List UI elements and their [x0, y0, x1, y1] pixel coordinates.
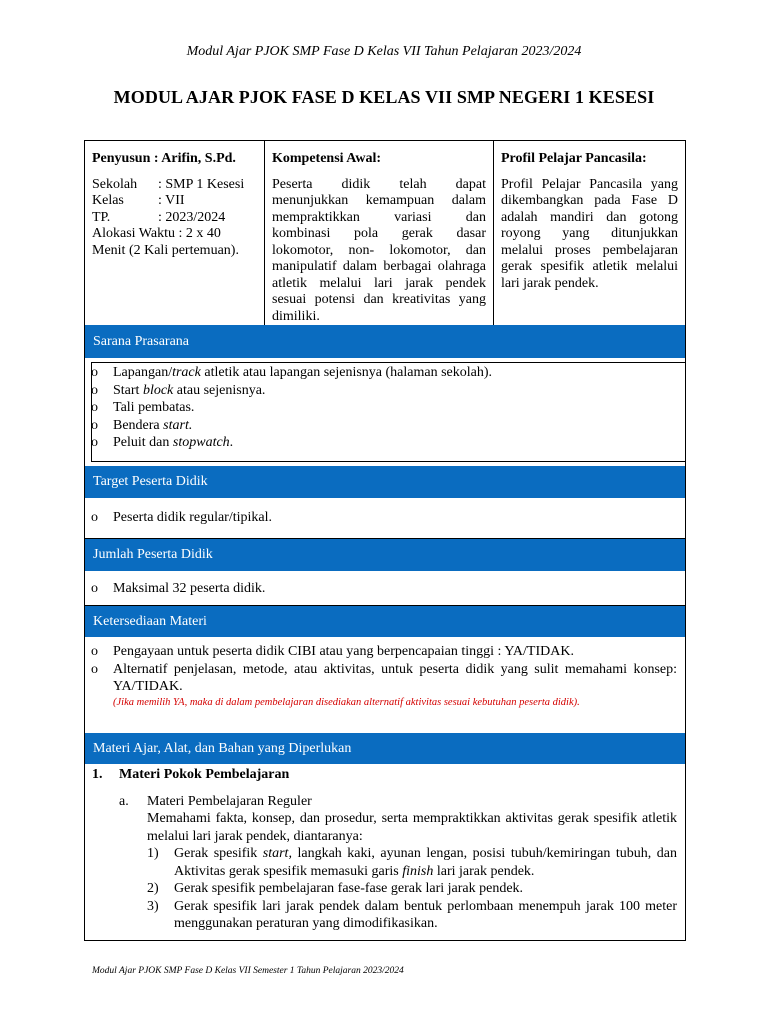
note-row	[85, 696, 685, 709]
module-table	[84, 140, 686, 941]
list-item: o Start block atau sejenisnya.	[91, 382, 266, 398]
profil-cell	[494, 141, 685, 325]
field-alokasi: Alokasi Waktu : 2 x 40 Menit (2 Kali pertemuan).	[92, 226, 239, 258]
materi-subheading: a. Materi Pembelajaran Reguler	[119, 793, 312, 809]
ketersediaan-content	[85, 637, 685, 733]
materi-heading: 1. Materi Pokok Pembelajaran	[92, 767, 290, 782]
list-item: o Alternatif penjelasan, metode, atau aktivitas, untuk peserta didik yang sulit memahami konsep: YA/TIDAK.	[91, 661, 677, 694]
sarana-content	[85, 358, 685, 466]
materi-content	[85, 764, 685, 940]
document-title: MODUL AJAR PJOK FASE D KELAS VII SMP NEGERI 1 KESESI	[113, 87, 655, 107]
field-kelas: Kelas : VII	[92, 193, 185, 208]
list-item: 3) Gerak spesifik lari jarak pendek dalam bentuk perlombaan menempuh jarak 100 meter menggunakan peraturan yang dimodifikasikan.	[147, 898, 677, 931]
author-label: Penyusun : Arifin, S.Pd.	[92, 151, 236, 166]
list-item: o Lapangan/track atletik atau lapangan sejenisnya (halaman sekolah).	[91, 365, 493, 380]
running-footer: Modul Ajar PJOK SMP Fase D Kelas VII Semester 1 Tahun Pelajaran 2023/2024	[92, 966, 404, 976]
section-header-materi: Materi Ajar, Alat, dan Bahan yang Diperlukan	[85, 733, 685, 764]
info-row	[85, 141, 685, 325]
list-item: o Maksimal 32 peserta didik.	[91, 581, 266, 596]
red-note: (Jika memilih YA, maka di dalam pembelajaran disediakan alternatif aktivitas sesuai kebutuhan peserta didik).	[113, 696, 580, 708]
running-header: Modul Ajar PJOK SMP Fase D Kelas VII Tahun Pelajaran 2023/2024	[186, 44, 582, 59]
profil-text: Profil Pelajar Pancasila yang dikembangkan pada Fase D adalah mandiri dan gotong royong yang ditunjukkan melalui proses pembelajaran gerak spesifik atletik melalui lari jarak pendek.	[501, 176, 678, 291]
kompetensi-text: Peserta didik telah dapat menunjukkan kemampuan dalam mempraktikkan variasi dan kombinasi pola gerak dasar lokomotor, non- lokomotor, dan manipulatif dalam berbagai olahraga atletik melalui lari jarak pendek sesuai potensi dan kreativitas yang dimiliki.	[272, 176, 486, 324]
list-item: o Peserta didik regular/tipikal.	[91, 510, 273, 525]
list-item: o Pengayaan untuk peserta didik CIBI atau yang berpencapaian tinggi : YA/TIDAK.	[91, 644, 574, 659]
list-item: 1) Gerak spesifik start, langkah kaki, ayunan lengan, posisi tubuh/kemiringan tubuh, dan Aktivitas gerak spesifik memasuki garis finish lari jarak pendek.	[147, 846, 677, 879]
author-cell	[85, 141, 265, 325]
materi-intro: Memahami fakta, konsep, dan prosedur, serta mempraktikkan aktivitas gerak spesifik atletik melalui lari jarak pendek, diantaranya:	[147, 811, 677, 844]
field-sekolah: Sekolah : SMP 1 Kesesi	[92, 176, 245, 192]
kompetensi-label: Kompetensi Awal:	[272, 151, 382, 166]
list-item: o Peluit dan stopwatch.	[91, 435, 234, 450]
profil-label: Profil Pelajar Pancasila:	[501, 151, 647, 166]
jumlah-content	[85, 571, 685, 605]
list-item: 2) Gerak spesifik pembelajaran fase-fase gerak lari jarak pendek.	[147, 881, 524, 896]
list-item: o Bendera start.	[91, 417, 193, 433]
target-content	[85, 498, 685, 538]
section-header-sarana: Sarana Prasarana	[85, 325, 685, 358]
section-header-ketersediaan: Ketersediaan Materi	[85, 606, 685, 637]
section-header-jumlah: Jumlah Peserta Didik	[85, 539, 685, 571]
section-header-target: Target Peserta Didik	[85, 466, 685, 498]
list-item: o Tali pembatas.	[91, 400, 195, 415]
field-tp: TP. : 2023/2024	[92, 209, 226, 225]
kompetensi-cell	[265, 141, 494, 325]
